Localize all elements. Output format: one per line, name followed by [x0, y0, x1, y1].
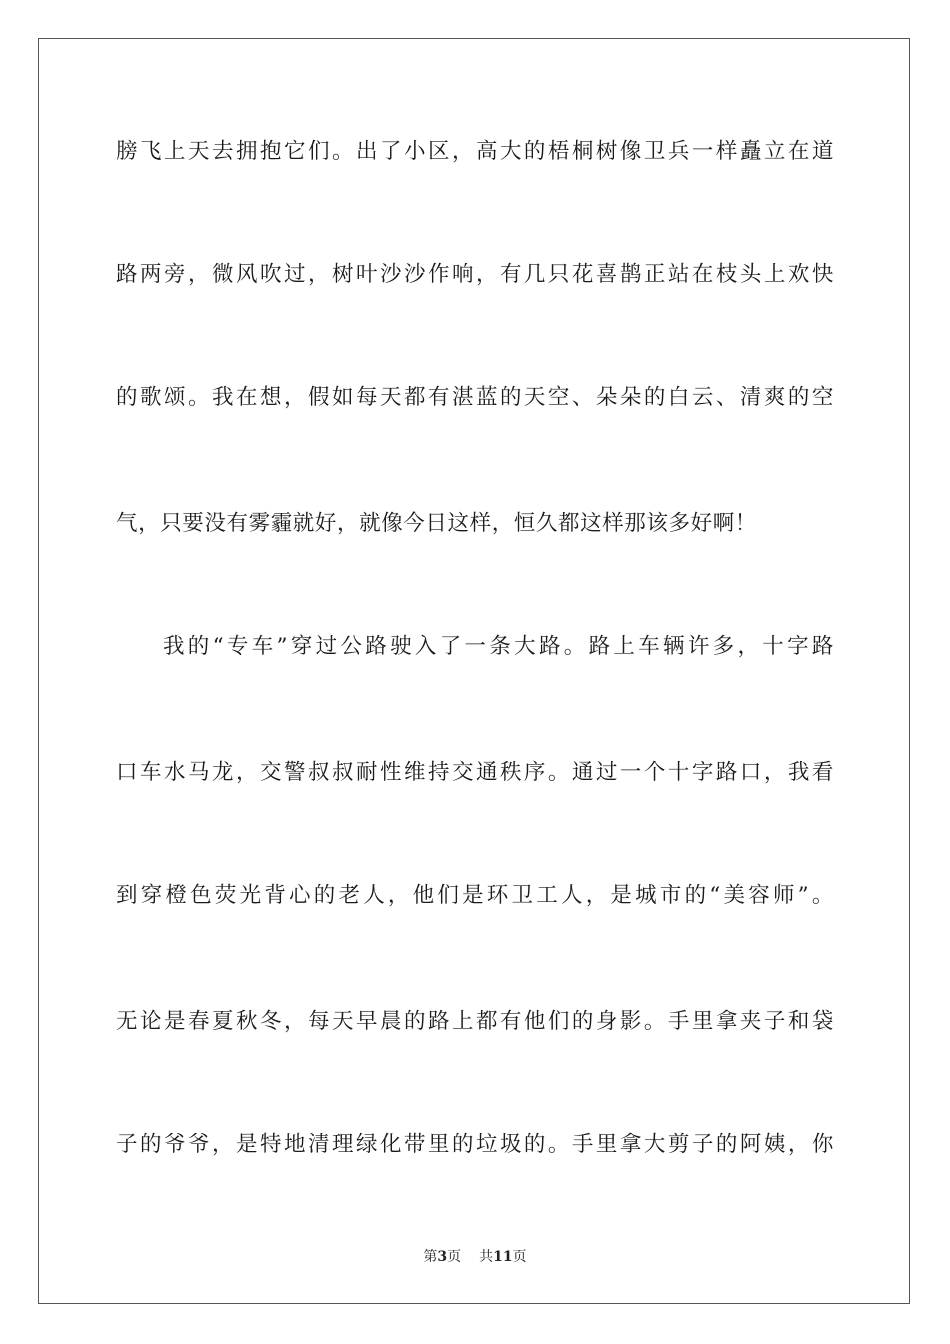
total-prefix: 共	[479, 1249, 494, 1265]
page-current: 3	[437, 1249, 448, 1265]
text-line-5: 我的“专车”穿过公路驶入了一条大路。路上车辆许多，十字路	[163, 634, 834, 659]
page-total: 11	[493, 1249, 513, 1265]
page-border	[38, 38, 910, 1304]
text-line-2: 路两旁，微风吹过，树叶沙沙作响，有几只花喜鹊正站在枝头上欢快	[116, 262, 834, 287]
text-line-7: 到穿橙色荧光背心的老人，他们是环卫工人，是城市的“美容师”。	[116, 883, 834, 908]
page-footer	[0, 1248, 950, 1266]
text-line-1: 膀飞上天去拥抱它们。出了小区，高大的梧桐树像卫兵一样矗立在道	[116, 139, 834, 164]
page-suffix: 页	[447, 1249, 462, 1265]
text-line-4: 气，只要没有雾霾就好，就像今日这样，恒久都这样那该多好啊！	[116, 511, 757, 536]
text-line-9: 子的爷爷，是特地清理绿化带里的垃圾的。手里拿大剪子的阿姨，你	[116, 1132, 834, 1157]
text-line-6: 口车水马龙，交警叔叔耐性维持交通秩序。通过一个十字路口，我看	[116, 760, 834, 785]
page-prefix: 第	[423, 1249, 438, 1265]
total-suffix: 页	[512, 1249, 527, 1265]
text-line-8: 无论是春夏秋冬，每天早晨的路上都有他们的身影。手里拿夹子和袋	[116, 1009, 834, 1034]
text-line-3: 的歌颂。我在想，假如每天都有湛蓝的天空、朵朵的白云、清爽的空	[116, 385, 834, 410]
